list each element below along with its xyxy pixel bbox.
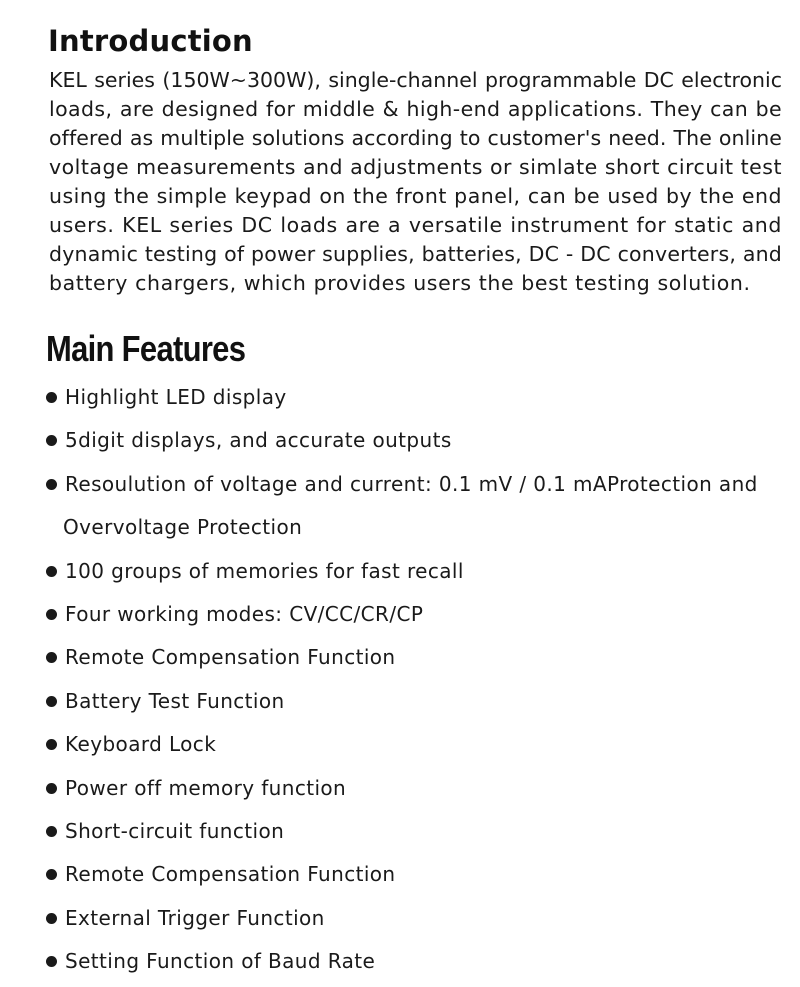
bullet-icon: [46, 826, 57, 837]
introduction-line: using the simple keypad on the front panel, can be used by the end: [49, 184, 782, 208]
bullet-icon: [46, 435, 57, 446]
feature-item: [46, 727, 776, 770]
feature-text: Four working modes: CV/CC/CR/CP: [65, 601, 424, 626]
feature-text: External Trigger Function: [65, 905, 325, 930]
feature-text: Power off memory function: [65, 775, 347, 800]
feature-item: [46, 423, 776, 466]
feature-item: [46, 597, 776, 640]
bullet-icon: [46, 869, 57, 880]
introduction-line: KEL series (150W~300W), single-channel programmable DC electronic: [49, 68, 782, 92]
introduction-line: voltage measurements and adjustments or simlate short circuit test: [49, 155, 782, 179]
feature-item: [46, 467, 776, 510]
feature-item: [46, 380, 776, 423]
feature-item-continuation: [46, 510, 776, 553]
feature-item: [46, 857, 776, 900]
introduction-line: offered as multiple solutions according to customer's need. The online: [49, 126, 782, 150]
feature-item: [46, 771, 776, 814]
introduction-line: loads, are designed for middle & high-end applications. They can be: [49, 97, 782, 121]
main-features-heading: Main Features: [46, 328, 246, 369]
feature-text: 5digit displays, and accurate outputs: [65, 428, 452, 453]
feature-text: 100 groups of memories for fast recall: [65, 558, 464, 583]
feature-text: Short-circuit function: [65, 818, 285, 843]
features-list: [46, 380, 776, 987]
bullet-icon: [46, 783, 57, 794]
feature-text: Highlight LED display: [65, 385, 287, 409]
introduction-heading: Introduction: [48, 24, 253, 58]
bullet-icon: [46, 479, 57, 490]
feature-text: Setting Function of Baud Rate: [65, 949, 376, 974]
bullet-icon: [46, 652, 57, 663]
feature-text: Overvoltage Protection: [63, 515, 303, 540]
introduction-line: dynamic testing of power supplies, batteries, DC - DC converters, and: [49, 242, 782, 266]
bullet-icon: [46, 739, 57, 750]
introduction-paragraph: [49, 66, 782, 298]
feature-item: [46, 814, 776, 857]
feature-item: [46, 554, 776, 597]
feature-item: [46, 640, 776, 683]
feature-text: Remote Compensation Function: [65, 862, 396, 887]
introduction-line: users. KEL series DC loads are a versatile instrument for static and: [49, 213, 782, 237]
feature-text: Remote Compensation Function: [65, 645, 396, 670]
introduction-line: battery chargers, which provides users the best testing solution.: [49, 271, 751, 295]
feature-item: [46, 901, 776, 944]
feature-item: [46, 944, 776, 987]
bullet-icon: [46, 956, 57, 967]
feature-text: Keyboard Lock: [65, 732, 217, 757]
bullet-icon: [46, 566, 57, 577]
bullet-icon: [46, 392, 57, 403]
feature-text: Battery Test Function: [65, 688, 285, 713]
feature-text: Resoulution of voltage and current: 0.1 mV / 0.1 mAProtection and: [65, 471, 758, 496]
bullet-icon: [46, 696, 57, 707]
feature-item: [46, 684, 776, 727]
bullet-icon: [46, 913, 57, 924]
bullet-icon: [46, 609, 57, 620]
